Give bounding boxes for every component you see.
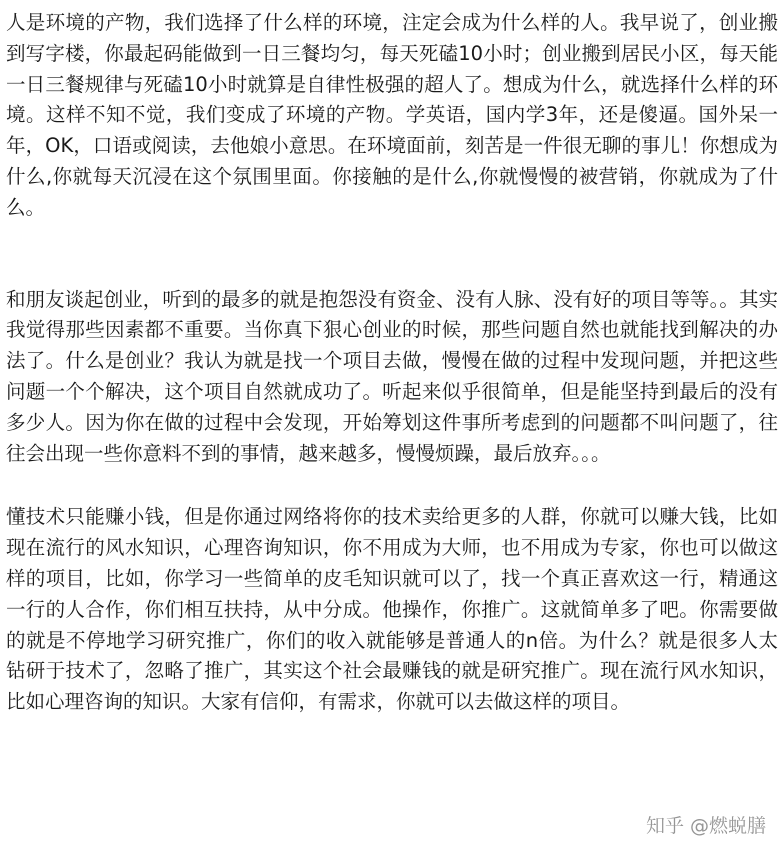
article-body [6, 8, 778, 718]
paragraph-promotion: 懂技术只能赚小钱，但是你通过网络将你的技术卖给更多的人群，你就可以赚大钱，比如现在流行的风水知识，心理咨询知识，你不用成为大师，也不用成为专家，你也可以做这样的项目，比如，你学习一些简单的皮毛知识就可以了，找一个真正喜欢这一行，精通这一行的人合作，你们相互扶持，从中分成。他操作，你推广。这就简单多了吧。你需要做的就是不停地学习研究推广，你们的收入就能够是普通人的n倍。为什么？就是很多人太钻研于技术了，忽略了推广，其实这个社会最赚钱的就是研究推广。现在流行风水知识，比如心理咨询的知识。大家有信仰，有需求，你就可以去做这样的项目。 [6, 505, 778, 714]
paragraph-startup: 和朋友谈起创业，听到的最多的就是抱怨没有资金、没有人脉、没有好的项目等等。。其实我觉得那些因素都不重要。当你真下狠心创业的时候，那些问题自然也就能找到解决的办法了。什么是创业？我认为就是找一个项目去做，慢慢在做的过程中发现问题，并把这些问题一个个解决，这个项目自然就成功了。听起来似乎很简单，但是能坚持到最后的没有多少人。因为你在做的过程中会发现，开始筹划这件事所考虑到的问题都不叫问题了，往往会出现一些你意料不到的事情，越来越多，慢慢烦躁，最后放弃。。。 [6, 287, 778, 465]
zhihu-watermark: 知乎 @燃蜕膳 [645, 815, 766, 837]
paragraph-environment: 人是环境的产物，我们选择了什么样的环境，注定会成为什么样的人。我早说了，创业搬到写字楼，你最起码能做到一日三餐均匀，每天死磕10小时；创业搬到居民小区，每天能一日三餐规律与死磕10小时就算是自律性极强的超人了。想成为什么，就选择什么样的环境。这样不知不觉，我们变成了环境的产物。学英语，国内学3年，还是傻逼。国外呆一年，OK，口语或阅读，去他娘小意思。在环境面前，刻苦是一件很无聊的事儿！你想成为什么,你就每天沉浸在这个氛围里面。你接触的是什么,你就慢慢的被营销，你就成为了什么。 [6, 11, 778, 219]
